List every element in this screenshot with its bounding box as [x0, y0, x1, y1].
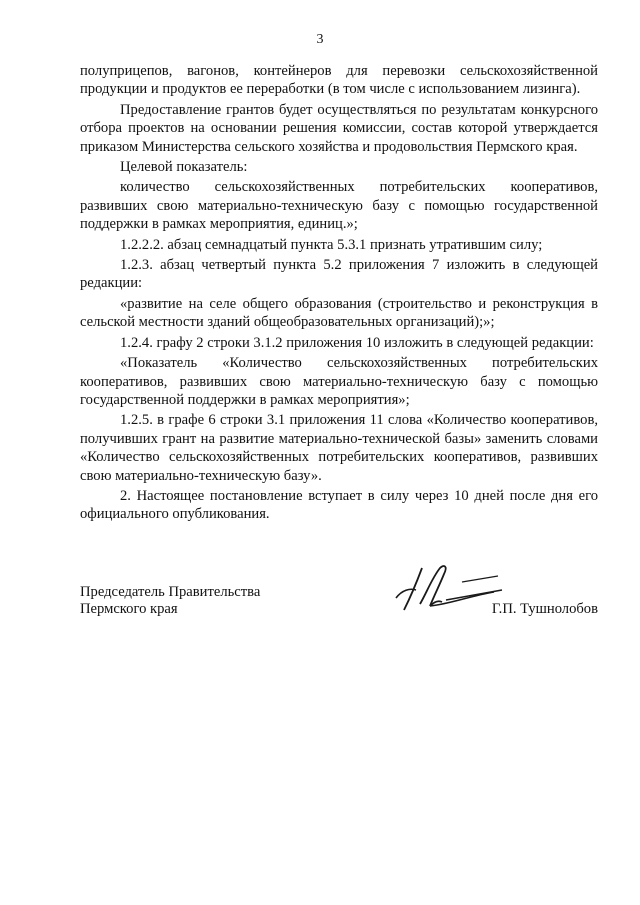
paragraph-1: полуприцепов, вагонов, контейнеров для перевозки сельскохозяйственной продукции и продуктов ее переработки (в том числе с использованием лизинга).: [80, 63, 598, 98]
paragraph-11: 2. Настоящее постановление вступает в силу через 10 дней после дня его официального опубликования.: [80, 487, 598, 523]
paragraph-9: «Показатель «Количество сельскохозяйственных потребительских кооперативов, развивших свою материально-техническую базу с помощью государственной поддержки в рамках мероприятия»;: [80, 355, 598, 408]
paragraph-10: 1.2.5. в графе 6 строки 3.1 приложения 11 слова «Количество кооперативов, получивших грант на развитие материально-технической базы» заменить словами «Количество сельскохозяйственных потребительских кооперативов, развивших свою материально-техническую базу».: [80, 412, 598, 484]
paragraph-3: Целевой показатель:: [120, 159, 248, 176]
page-number: 3: [316, 32, 324, 47]
signer-title-line-2: Пермского края: [80, 601, 178, 617]
paragraph-2: Предоставление грантов будет осуществляться по результатам конкурсного отбора проектов на основании решения комиссии, состав которой утверждается приказом Министерства сельского хозяйства и продовольствия Пермского края.: [80, 101, 598, 155]
paragraph-7: «развитие на селе общего образования (строительство и реконструкция в сельской местности зданий общеобразовательных организаций);»;: [80, 295, 598, 331]
paragraph-4: количество сельскохозяйственных потребительских кооперативов, развивших свою материально-техническую базу с помощью государственной поддержки в рамках мероприятия, единиц.»;: [80, 179, 598, 233]
signer-title: [80, 584, 340, 618]
paragraph-8: 1.2.4. графу 2 строки 3.1.2 приложения 10 изложить в следующей редакции:: [120, 334, 594, 351]
signer-title-line-1: Председатель Правительства: [80, 584, 261, 600]
document-body: [80, 62, 598, 526]
signer-name: Г.П. Тушнолобов: [491, 601, 598, 617]
paragraph-6: 1.2.3. абзац четвертый пункта 5.2 приложения 7 изложить в следующей редакции:: [80, 257, 598, 292]
paragraph-5: 1.2.2.2. абзац семнадцатый пункта 5.3.1 признать утратившим силу;: [120, 236, 543, 253]
